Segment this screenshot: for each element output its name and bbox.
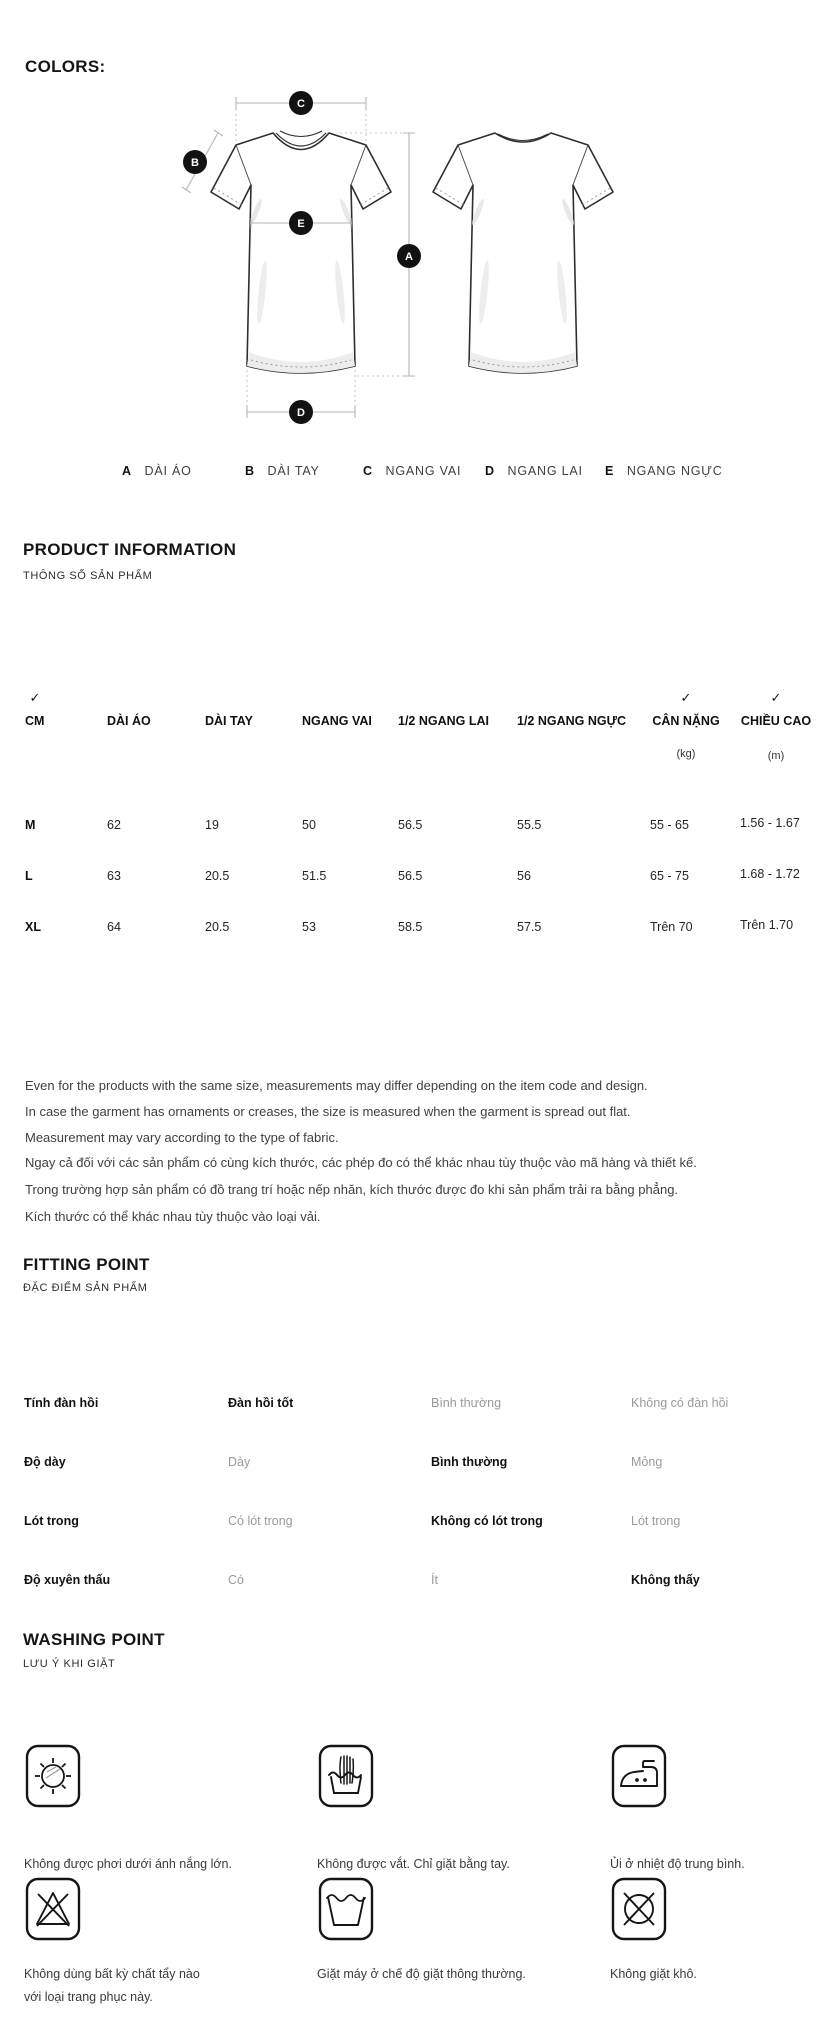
no-bleach-icon	[24, 1876, 82, 1942]
column-header-ngang-lai: 1/2 NGANG LAI	[398, 714, 489, 728]
fitting-row-label: Độ xuyên thấu	[24, 1573, 111, 1587]
washing-caption: Không dùng bất kỳ chất tẩy nào với loại trang phục này.	[24, 1967, 200, 2004]
washing-point-heading: WASHING POINT	[23, 1630, 165, 1649]
colors-heading: COLORS:	[25, 57, 106, 76]
fitting-option: Có	[228, 1573, 244, 1587]
column-header-cm: CM	[25, 714, 45, 728]
table-cell: 55.5	[517, 818, 542, 832]
column-header-dai-tay: DÀI TAY	[205, 714, 253, 728]
table-cell: 56	[517, 869, 531, 883]
note-line-vi: Ngay cả đối với các sản phẩm có cùng kích thước, các phép đo có thể khác nhau tùy thuộc vào mã hàng và thiết kế.	[25, 1155, 697, 1170]
fitting-option: Mỏng	[631, 1455, 663, 1469]
fitting-option: Lót trong	[631, 1514, 681, 1528]
fitting-row-label: Độ dày	[24, 1455, 66, 1469]
legend-item: D NGANG LAI	[485, 464, 583, 478]
size-row-label: L	[25, 869, 33, 883]
table-cell: 20.5	[205, 920, 230, 934]
table-cell: 1.56 - 1.67	[740, 816, 800, 830]
unit-m: (m)	[767, 750, 785, 762]
marker-c: C	[297, 98, 305, 110]
size-row-label: XL	[25, 920, 41, 934]
fitting-point-subtitle: ĐẶC ĐIỂM SẢN PHẨM	[23, 1282, 148, 1294]
note-line-en: Measurement may vary according to the type of fabric.	[25, 1130, 339, 1145]
legend-item: C NGANG VAI	[363, 464, 462, 478]
note-line-vi: Trong trường hợp sản phẩm có đồ trang trí hoặc nếp nhăn, kích thước được đo khi sản phẩm trải ra bằng phẳng.	[25, 1182, 679, 1197]
note-line-vi: Kích thước có thể khác nhau tùy thuộc vào loại vải.	[25, 1209, 321, 1224]
table-cell: 53	[302, 920, 316, 934]
table-cell: 1.68 - 1.72	[740, 867, 800, 881]
table-cell: 62	[107, 818, 121, 832]
table-cell: 51.5	[302, 869, 327, 883]
note-line-en: Even for the products with the same size, measurements may differ depending on the item code and design.	[25, 1078, 648, 1093]
fitting-option: Đàn hồi tốt	[228, 1396, 294, 1410]
fitting-row-label: Lót trong	[24, 1514, 79, 1528]
table-cell: Trên 1.70	[740, 918, 794, 932]
fitting-row-label: Tính đàn hồi	[24, 1396, 99, 1410]
column-header-dai-ao: DÀI ÁO	[107, 714, 151, 728]
table-cell: 57.5	[517, 920, 542, 934]
table-cell: 58.5	[398, 920, 423, 934]
iron-medium-icon	[610, 1743, 668, 1809]
washing-caption: Không được vắt. Chỉ giặt bằng tay.	[317, 1857, 510, 1871]
column-header-chieu-cao: CHIỀU CAO	[740, 714, 812, 728]
fitting-option: Bình thường	[431, 1455, 508, 1469]
washing-point-subtitle: LƯU Ý KHI GIẶT	[23, 1658, 116, 1670]
table-cell: 56.5	[398, 869, 423, 883]
table-cell: 20.5	[205, 869, 230, 883]
washing-caption: Ủi ở nhiệt độ trung bình.	[610, 1857, 745, 1871]
legend-item: A DÀI ÁO	[122, 464, 192, 478]
no-sun-dry-icon	[24, 1743, 82, 1809]
tshirt-measurement-diagram	[0, 0, 835, 460]
product-information-subtitle: THÔNG SỐ SẢN PHẨM	[23, 570, 153, 582]
washing-caption: Không được phơi dưới ánh nắng lớn.	[24, 1857, 232, 1871]
table-cell: Trên 70	[650, 920, 693, 934]
fitting-point-heading: FITTING POINT	[23, 1255, 150, 1274]
table-cell: 64	[107, 920, 121, 934]
washing-caption: Giặt máy ở chế độ giặt thông thường.	[317, 1967, 526, 1981]
product-information-heading: PRODUCT INFORMATION	[23, 540, 237, 559]
check-icon: ✓	[29, 690, 41, 705]
column-header-ngang-nguc: 1/2 NGANG NGỰC	[517, 714, 626, 728]
fitting-option: Không thấy	[631, 1573, 700, 1587]
machine-wash-icon	[317, 1876, 375, 1942]
marker-e: E	[297, 218, 305, 230]
check-icon: ✓	[770, 690, 782, 705]
marker-a: A	[405, 251, 413, 263]
column-header-ngang-vai: NGANG VAI	[302, 714, 372, 728]
table-cell: 56.5	[398, 818, 423, 832]
tshirt-front-view	[211, 131, 391, 373]
table-cell: 63	[107, 869, 121, 883]
size-row-label: M	[25, 818, 36, 832]
marker-b: B	[191, 157, 199, 169]
fitting-option: Không có lót trong	[431, 1514, 543, 1528]
tshirt-back-view	[433, 133, 613, 373]
marker-d: D	[297, 407, 305, 419]
fitting-option: Bình thường	[431, 1396, 502, 1410]
check-icon: ✓	[680, 690, 692, 705]
legend-item: B DÀI TAY	[245, 464, 320, 478]
fitting-option: Dày	[228, 1455, 251, 1469]
fitting-option: Không có đàn hồi	[631, 1396, 729, 1410]
column-header-can-nang: CÂN NẶNG	[652, 714, 720, 728]
hand-wash-icon	[317, 1743, 375, 1809]
legend-item: E NGANG NGỰC	[605, 464, 723, 478]
table-cell: 55 - 65	[650, 818, 689, 832]
washing-caption: Không giặt khô.	[610, 1967, 697, 1981]
fitting-option: Ít	[431, 1573, 438, 1587]
note-line-en: In case the garment has ornaments or creases, the size is measured when the garment is spread out flat.	[25, 1104, 631, 1119]
table-cell: 50	[302, 818, 316, 832]
fitting-option: Có lót trong	[228, 1514, 293, 1528]
table-cell: 65 - 75	[650, 869, 689, 883]
no-dry-clean-icon	[610, 1876, 668, 1942]
table-cell: 19	[205, 818, 219, 832]
unit-kg: (kg)	[676, 748, 696, 760]
